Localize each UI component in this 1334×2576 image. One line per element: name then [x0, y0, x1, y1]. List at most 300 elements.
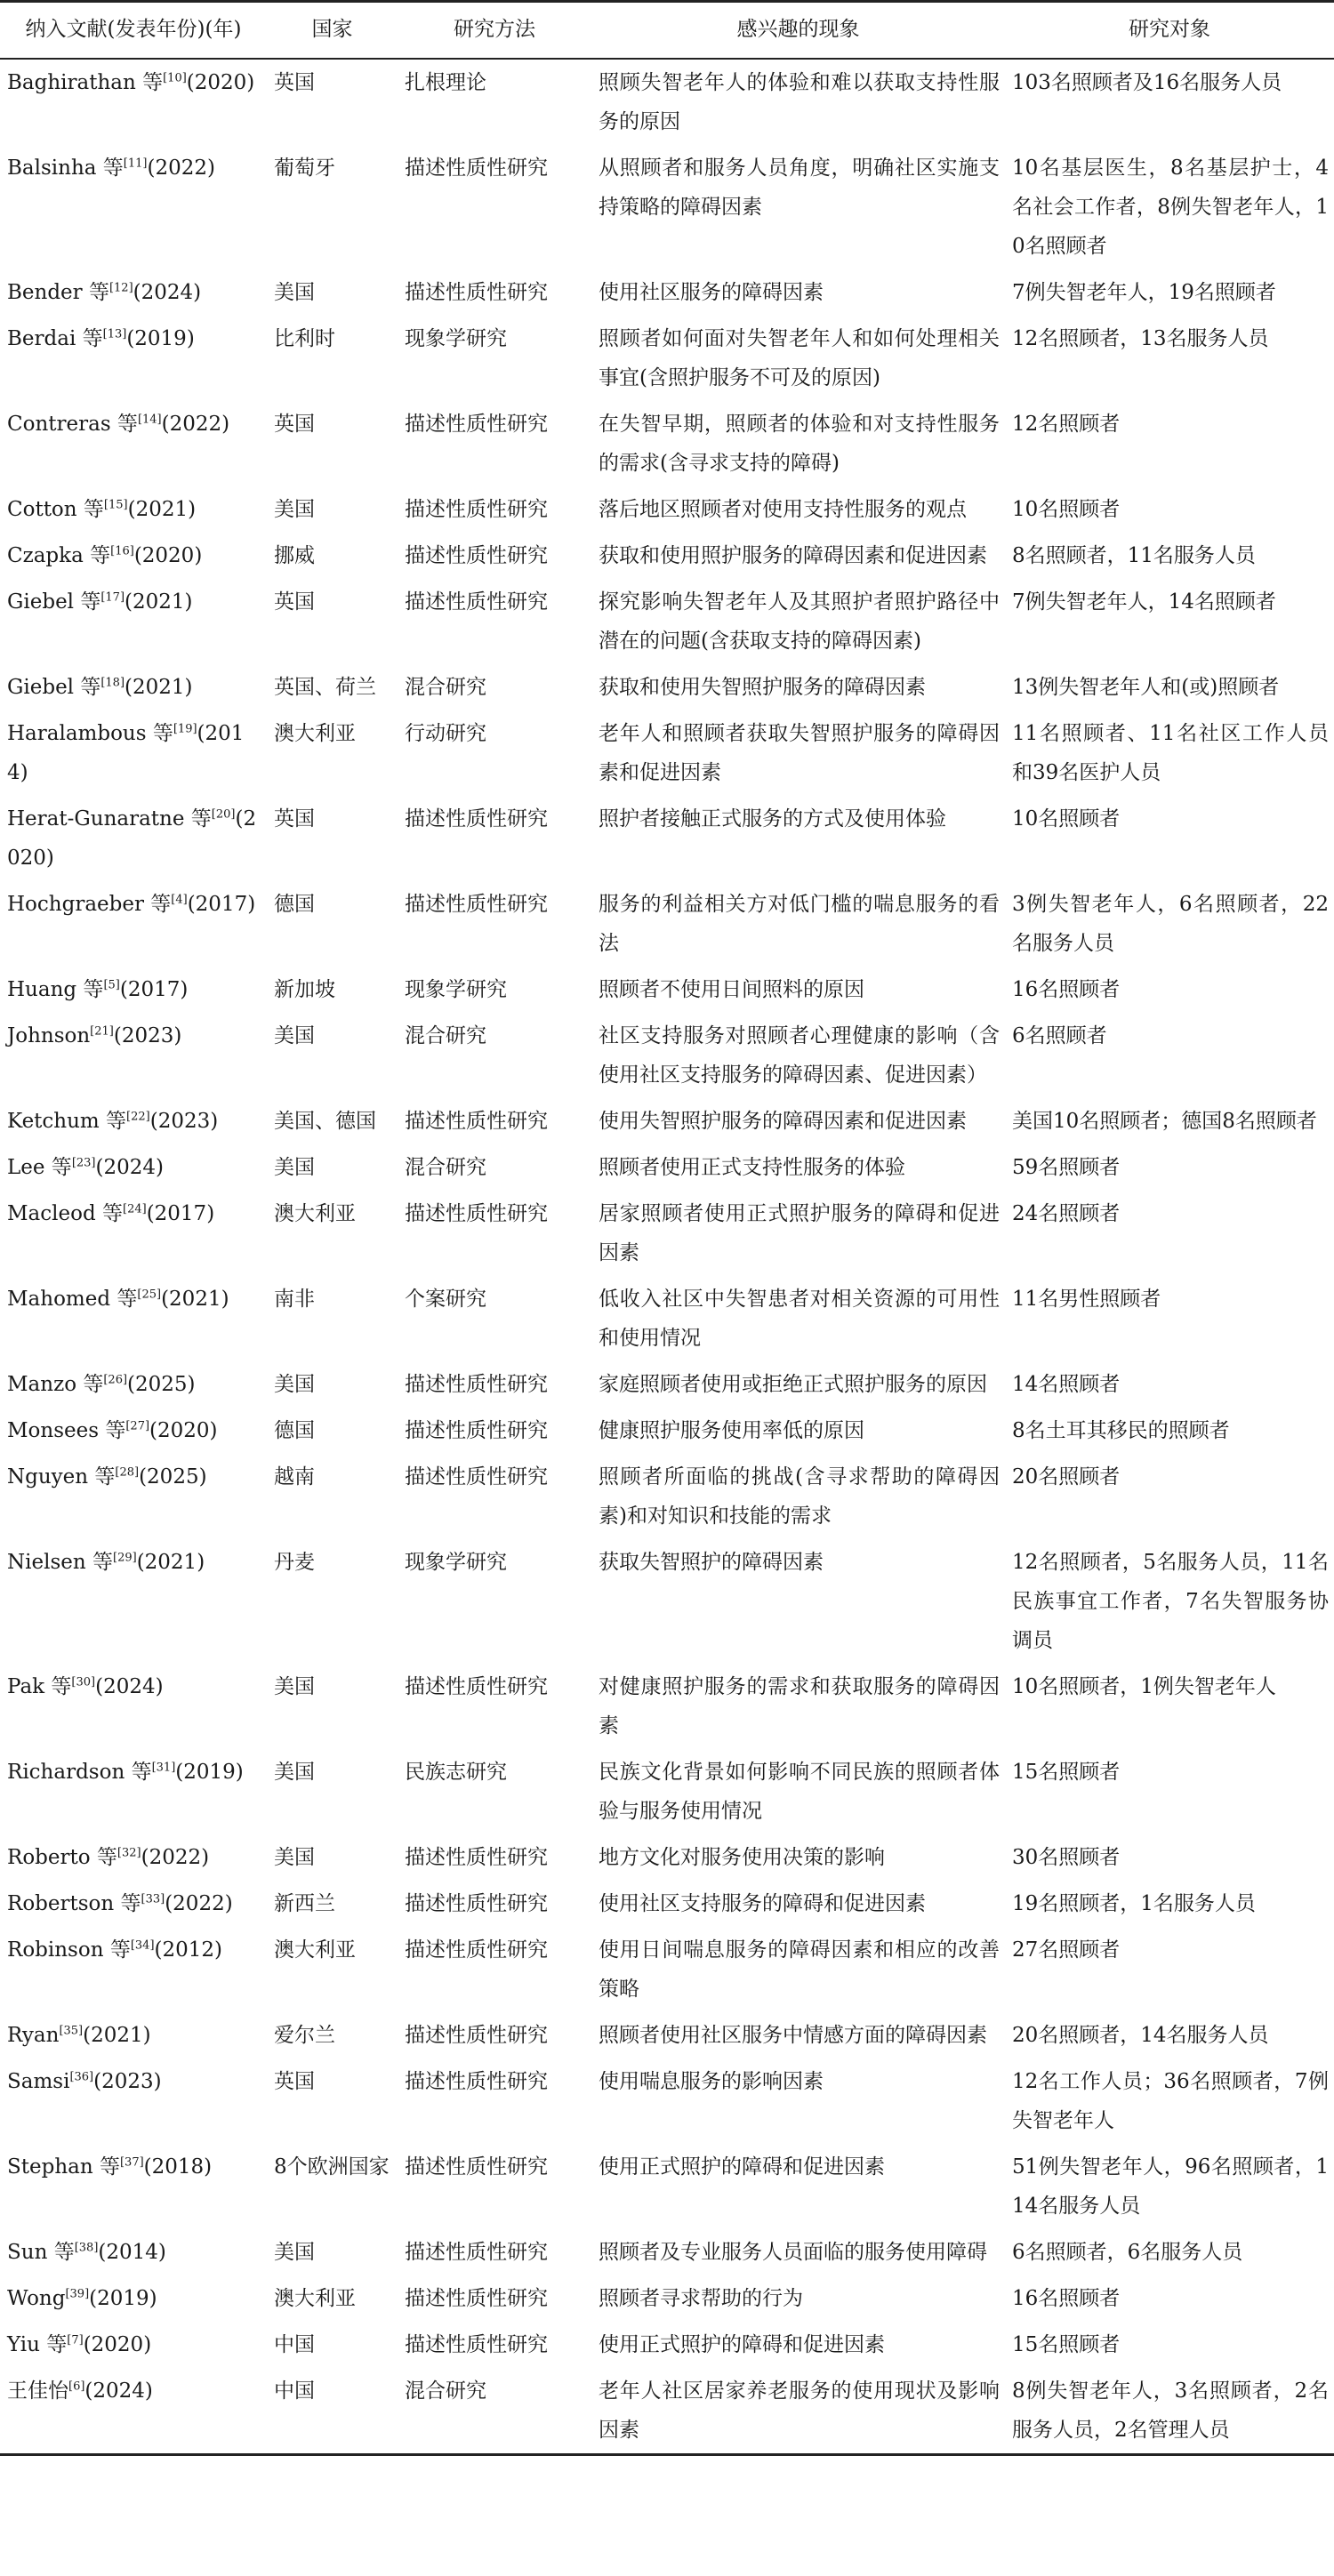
- cell-subjects: 15名照顾者: [1012, 1761, 1121, 1784]
- cell-country: 中国: [267, 2368, 398, 2455]
- cell-country: 美国: [274, 498, 315, 521]
- reference-number: [28]: [115, 1465, 140, 1480]
- cell-literature: [0, 2012, 267, 2058]
- author-name: Czapka 等: [7, 544, 111, 567]
- table-row: [0, 1191, 1334, 1276]
- cell-subjects: 10名照顾者: [1012, 498, 1121, 521]
- cell-subjects: 8例失智老年人，3名照顾者，2名服务人员，2名管理人员: [1005, 2368, 1334, 2455]
- cell-method: 描述性质性研究: [405, 1465, 548, 1489]
- cell-subjects: 3例失智老年人，6名照顾者，22名服务人员: [1012, 893, 1329, 955]
- reference-number: [14]: [137, 413, 162, 427]
- cell-literature: [0, 579, 267, 664]
- cell-country: 英国: [274, 590, 315, 614]
- publication-year: (2023): [113, 1024, 182, 1047]
- table-row: [0, 1454, 1334, 1539]
- cell-method: 描述性质性研究: [405, 893, 548, 916]
- table-row: [0, 401, 1334, 486]
- cell-country: 澳大利亚: [274, 2287, 356, 2310]
- cell-country: 美国: [274, 1024, 315, 1047]
- publication-year: (2022): [165, 1892, 233, 1915]
- publication-year: (2019): [89, 2287, 157, 2310]
- cell-phenomenon: 获取和使用失智照护服务的障碍因素: [599, 676, 926, 699]
- cell-phenomenon: 获取失智照护的障碍因素: [599, 1551, 824, 1574]
- cell-phenomenon: 在失智早期，照顾者的体验和对支持性服务的需求(含寻求支持的障碍): [599, 413, 1000, 475]
- cell-phenomenon: 探究影响失智老年人及其照护者照护路径中潜在的问题(含获取支持的障碍因素): [599, 590, 1000, 653]
- cell-country: 美国: [274, 2241, 315, 2264]
- cell-subjects: 10名照顾者: [1012, 807, 1121, 831]
- cell-literature: [0, 533, 267, 579]
- publication-year: (2021): [161, 1288, 229, 1311]
- publication-year: (2014): [7, 722, 245, 784]
- cell-phenomenon: 使用日间喘息服务的障碍因素和相应的改善策略: [599, 1938, 1000, 2001]
- cell-method: 描述性质性研究: [405, 2155, 548, 2179]
- cell-method: 描述性质性研究: [405, 2333, 548, 2356]
- cell-phenomenon: 从照顾者和服务人员角度，明确社区实施支持策略的障碍因素: [599, 156, 1000, 219]
- cell-country: 德国: [274, 893, 315, 916]
- author-name: Nguyen 等: [7, 1465, 116, 1489]
- header-literature: 纳入文献(发表年份)(年): [0, 2, 267, 60]
- cell-literature: [0, 1749, 267, 1834]
- reference-number: [36]: [69, 2070, 94, 2084]
- author-name: Baghirathan 等: [7, 71, 164, 94]
- cell-method: 混合研究: [398, 2368, 591, 2455]
- author-name: Huang 等: [7, 978, 104, 1001]
- table-row: [0, 664, 1334, 710]
- cell-phenomenon: 使用失智照护服务的障碍因素和促进因素: [599, 1110, 967, 1133]
- cell-country: 德国: [274, 1419, 315, 1442]
- cell-method: 混合研究: [405, 1156, 486, 1179]
- cell-method: 描述性质性研究: [405, 1419, 548, 1442]
- table-row: [0, 59, 1334, 145]
- cell-phenomenon: 使用社区支持服务的障碍和促进因素: [599, 1892, 926, 1915]
- reference-number: [20]: [211, 807, 236, 822]
- cell-country: 美国、德国: [274, 1110, 376, 1133]
- cell-country: 英国: [274, 807, 315, 831]
- cell-literature: [0, 316, 267, 401]
- table-row: [0, 1834, 1334, 1881]
- reference-number: [13]: [102, 327, 127, 341]
- reference-number: [18]: [100, 676, 125, 690]
- author-name: Haralambous 等: [7, 722, 173, 745]
- reference-number: [22]: [126, 1110, 150, 1124]
- table-row: [0, 579, 1334, 664]
- publication-year: (2025): [127, 1373, 196, 1396]
- cell-phenomenon: 照顾者如何面对失智老年人和如何处理相关事宜(含照护服务不可及的原因): [599, 327, 1000, 389]
- table-row: [0, 2368, 1334, 2455]
- author-name: Wong: [7, 2287, 66, 2310]
- table-row: [0, 2229, 1334, 2275]
- cell-subjects: 14名照顾者: [1012, 1373, 1121, 1396]
- cell-subjects: 12名照顾者，13名服务人员: [1012, 327, 1269, 350]
- cell-country: 美国: [274, 1156, 315, 1179]
- cell-literature: [0, 1927, 267, 2012]
- cell-method: 描述性质性研究: [405, 544, 548, 567]
- cell-subjects: 13例失智老年人和(或)照顾者: [1012, 676, 1280, 699]
- author-name: Berdai 等: [7, 327, 103, 350]
- cell-literature: [0, 1881, 267, 1927]
- cell-method: 个案研究: [405, 1288, 486, 1311]
- publication-year: (2020): [186, 71, 255, 94]
- reference-number: [25]: [137, 1288, 162, 1302]
- header-country: 国家: [267, 2, 398, 60]
- author-name: Samsi: [7, 2070, 70, 2093]
- cell-method: 现象学研究: [405, 327, 507, 350]
- table-row: [0, 2275, 1334, 2322]
- author-name: Hochgraeber 等: [7, 893, 172, 916]
- publication-year: (2021): [136, 1551, 205, 1574]
- table-row: [0, 1408, 1334, 1454]
- table-row: [0, 1276, 1334, 1361]
- author-name: Herat-Gunaratne 等: [7, 807, 212, 831]
- header-method: 研究方法: [398, 2, 591, 60]
- publication-year: (2019): [175, 1761, 244, 1784]
- author-name: Ketchum 等: [7, 1110, 127, 1133]
- cell-method: 现象学研究: [405, 1551, 507, 1574]
- header-row: [0, 2, 1334, 60]
- reference-number: [11]: [123, 156, 148, 171]
- cell-subjects: 19名照顾者，1名服务人员: [1012, 1892, 1256, 1915]
- table-row: [0, 1749, 1334, 1834]
- cell-literature: [0, 1408, 267, 1454]
- reference-number: [27]: [125, 1419, 150, 1433]
- reference-number: [5]: [103, 978, 120, 992]
- cell-country: 美国: [274, 1761, 315, 1784]
- reference-number: [7]: [67, 2333, 84, 2347]
- cell-method: 混合研究: [405, 676, 486, 699]
- cell-subjects: 15名照顾者: [1012, 2333, 1121, 2356]
- cell-phenomenon: 照顾者不使用日间照料的原因: [599, 978, 864, 1001]
- reference-number: [35]: [59, 2024, 84, 2038]
- reference-number: [33]: [141, 1892, 165, 1906]
- cell-phenomenon: 照顾者使用正式支持性服务的体验: [599, 1156, 905, 1179]
- cell-literature: [0, 2322, 267, 2368]
- cell-country: 新西兰: [274, 1892, 335, 1915]
- cell-phenomenon: 健康照护服务使用率低的原因: [599, 1419, 864, 1442]
- header-subjects: 研究对象: [1005, 2, 1334, 60]
- author-name: Robertson 等: [7, 1892, 141, 1915]
- cell-subjects: 12名工作人员；36名照顾者，7例失智老年人: [1012, 2070, 1329, 2132]
- cell-phenomenon: 社区支持服务对照顾者心理健康的影响（含使用社区支持服务的障碍因素、促进因素）: [599, 1024, 1000, 1087]
- cell-method: 描述性质性研究: [405, 413, 548, 436]
- cell-country: 英国: [274, 2070, 315, 2093]
- cell-literature: [0, 401, 267, 486]
- cell-country: 美国: [274, 1846, 315, 1869]
- cell-literature: [0, 2058, 267, 2144]
- cell-phenomenon: 低收入社区中失智患者对相关资源的可用性和使用情况: [599, 1288, 1000, 1350]
- reference-number: [12]: [108, 281, 133, 295]
- author-name: Giebel 等: [7, 590, 101, 614]
- cell-method: 描述性质性研究: [405, 1938, 548, 1962]
- reference-number: [23]: [71, 1156, 96, 1170]
- cell-method: 描述性质性研究: [405, 2024, 548, 2047]
- cell-subjects: 51例失智老年人，96名照顾者，114名服务人员: [1012, 2155, 1329, 2218]
- table-row: [0, 1539, 1334, 1664]
- cell-subjects: 27名照顾者: [1012, 1938, 1121, 1962]
- cell-literature: [0, 967, 267, 1013]
- author-name: Cotton 等: [7, 498, 104, 521]
- author-name: Robinson 等: [7, 1938, 131, 1962]
- publication-year: (2025): [139, 1465, 207, 1489]
- author-name: Balsinha 等: [7, 156, 124, 180]
- cell-method: 民族志研究: [405, 1761, 507, 1784]
- cell-phenomenon: 照顾者寻求帮助的行为: [599, 2287, 803, 2310]
- publication-year: (2023): [93, 2070, 162, 2093]
- cell-country: 挪威: [274, 544, 315, 567]
- cell-subjects: 美国10名照顾者；德国8名照顾者: [1012, 1110, 1317, 1133]
- cell-phenomenon: 使用正式照护的障碍和促进因素: [599, 2155, 885, 2179]
- cell-literature: [0, 1834, 267, 1881]
- cell-method: 描述性质性研究: [405, 281, 548, 304]
- publication-year: (2014): [98, 2241, 166, 2264]
- cell-subjects: 20名照顾者: [1012, 1465, 1121, 1489]
- publication-year: (2024): [95, 1675, 164, 1698]
- cell-literature: [0, 796, 267, 881]
- author-name: Bender 等: [7, 281, 109, 304]
- cell-country: 澳大利亚: [274, 1202, 356, 1225]
- cell-phenomenon: 老年人社区居家养老服务的使用现状及影响因素: [591, 2368, 1005, 2455]
- cell-subjects: 11名男性照顾者: [1012, 1288, 1161, 1311]
- cell-method: 描述性质性研究: [405, 498, 548, 521]
- cell-literature: [0, 486, 267, 533]
- cell-phenomenon: 地方文化对服务使用决策的影响: [599, 1846, 885, 1869]
- reference-number: [4]: [171, 893, 188, 907]
- cell-method: 描述性质性研究: [405, 2287, 548, 2310]
- table-row: [0, 967, 1334, 1013]
- cell-literature: [0, 59, 267, 145]
- cell-literature: [0, 664, 267, 710]
- cell-method: 描述性质性研究: [405, 2241, 548, 2264]
- cell-literature: [0, 1144, 267, 1191]
- cell-phenomenon: 民族文化背景如何影响不同民族的照顾者体验与服务使用情况: [599, 1761, 1000, 1823]
- publication-year: (2021): [83, 2024, 151, 2047]
- cell-literature: [0, 2275, 267, 2322]
- author-name: Roberto 等: [7, 1846, 117, 1869]
- cell-method: 描述性质性研究: [405, 1202, 548, 1225]
- table-row: [0, 881, 1334, 967]
- cell-phenomenon: 获取和使用照护服务的障碍因素和促进因素: [599, 544, 987, 567]
- cell-subjects: 8名照顾者，11名服务人员: [1012, 544, 1256, 567]
- publication-year: (2012): [154, 1938, 223, 1962]
- cell-subjects: 16名照顾者: [1012, 2287, 1121, 2310]
- cell-subjects: 12名照顾者，5名服务人员，11名民族事宜工作者，7名失智服务协调员: [1012, 1551, 1329, 1652]
- publication-year: (2017): [187, 893, 256, 916]
- publication-year: (2020): [149, 1419, 218, 1442]
- cell-phenomenon: 居家照顾者使用正式照护服务的障碍和促进因素: [599, 1202, 1000, 1264]
- cell-phenomenon: 照顾者及专业服务人员面临的服务使用障碍: [599, 2241, 987, 2264]
- table-row: [0, 1098, 1334, 1144]
- cell-subjects: 30名照顾者: [1012, 1846, 1121, 1869]
- publication-year: (2018): [143, 2155, 213, 2179]
- cell-country: 英国: [274, 413, 315, 436]
- publication-year: (2023): [149, 1110, 219, 1133]
- cell-literature: [0, 2368, 267, 2455]
- cell-subjects: 7例失智老年人，14名照顾者: [1012, 590, 1276, 614]
- cell-method: 描述性质性研究: [405, 590, 548, 614]
- cell-subjects: 6名照顾者，6名服务人员: [1012, 2241, 1243, 2264]
- publication-year: (2021): [125, 676, 193, 699]
- cell-literature: [0, 1454, 267, 1539]
- cell-subjects: 10名基层医生，8名基层护士，4名社会工作者，8例失智老年人，10名照顾者: [1012, 156, 1329, 258]
- cell-method: 扎根理论: [405, 71, 486, 94]
- cell-country: 美国: [274, 1373, 315, 1396]
- table-row: [0, 269, 1334, 316]
- cell-literature: [0, 2144, 267, 2229]
- table-row: [0, 2012, 1334, 2058]
- reference-number: [29]: [113, 1551, 137, 1565]
- cell-method: 描述性质性研究: [405, 2070, 548, 2093]
- cell-country: 比利时: [274, 327, 335, 350]
- author-name: 王佳怡: [7, 2379, 68, 2403]
- author-name: Ryan: [7, 2024, 60, 2047]
- cell-phenomenon: 照顾失智老年人的体验和难以获取支持性服务的原因: [599, 71, 1000, 133]
- cell-method: 描述性质性研究: [405, 1892, 548, 1915]
- cell-subjects: 103名照顾者及16名服务人员: [1012, 71, 1282, 94]
- cell-subjects: 20名照顾者，14名服务人员: [1012, 2024, 1269, 2047]
- cell-literature: [0, 1191, 267, 1276]
- header-phenomenon: 感兴趣的现象: [591, 2, 1005, 60]
- author-name: Macleod 等: [7, 1202, 123, 1225]
- reference-number: [39]: [65, 2287, 90, 2301]
- cell-country: 爱尔兰: [274, 2024, 335, 2047]
- publication-year: (2019): [126, 327, 195, 350]
- cell-literature: [0, 881, 267, 967]
- table-row: [0, 316, 1334, 401]
- author-name: Mahomed 等: [7, 1288, 138, 1311]
- reference-number: [21]: [90, 1024, 114, 1039]
- reference-number: [17]: [100, 590, 125, 605]
- publication-year: (2020): [7, 807, 257, 870]
- publication-year: (2017): [146, 1202, 215, 1225]
- table-row: [0, 2144, 1334, 2229]
- publication-year: (2022): [147, 156, 215, 180]
- publication-year: (2024): [133, 281, 202, 304]
- cell-phenomenon: 使用喘息服务的影响因素: [599, 2070, 824, 2093]
- table-row: [0, 1013, 1334, 1098]
- cell-literature: [0, 1361, 267, 1408]
- publication-year: (2024): [84, 2379, 153, 2403]
- cell-subjects: 12名照顾者: [1012, 413, 1121, 436]
- cell-country: 英国、荷兰: [274, 676, 376, 699]
- cell-phenomenon: 使用正式照护的障碍和促进因素: [599, 2333, 885, 2356]
- publication-year: (2024): [95, 1156, 164, 1179]
- cell-subjects: 8名土耳其移民的照顾者: [1012, 1419, 1230, 1442]
- author-name: Manzo 等: [7, 1373, 104, 1396]
- reference-number: [34]: [130, 1938, 155, 1953]
- table-row: [0, 796, 1334, 881]
- cell-country: 中国: [274, 2333, 315, 2356]
- cell-phenomenon: 家庭照顾者使用或拒绝正式照护服务的原因: [599, 1373, 987, 1396]
- cell-method: 描述性质性研究: [405, 1110, 548, 1133]
- cell-country: 越南: [274, 1465, 315, 1489]
- reference-number: [32]: [117, 1846, 141, 1860]
- reference-number: [37]: [119, 2155, 144, 2170]
- author-name: Richardson 等: [7, 1761, 152, 1784]
- cell-literature: [0, 2229, 267, 2275]
- cell-subjects: 7例失智老年人，19名照顾者: [1012, 281, 1276, 304]
- cell-subjects: 6名照顾者: [1012, 1024, 1107, 1047]
- cell-method: 描述性质性研究: [405, 1846, 548, 1869]
- cell-subjects: 11名照顾者、11名社区工作人员和39名医护人员: [1012, 722, 1329, 784]
- table-row: [0, 1664, 1334, 1749]
- reference-number: [24]: [123, 1202, 147, 1216]
- table-row: [0, 1144, 1334, 1191]
- cell-country: 8个欧洲国家: [274, 2155, 390, 2179]
- reference-number: [15]: [103, 498, 128, 512]
- table-row: [0, 145, 1334, 269]
- author-name: Pak 等: [7, 1675, 72, 1698]
- publication-year: (2020): [83, 2333, 152, 2356]
- cell-literature: [0, 1276, 267, 1361]
- cell-literature: [0, 1539, 267, 1664]
- cell-phenomenon: 照护者接触正式服务的方式及使用体验: [599, 807, 946, 831]
- publication-year: (2021): [125, 590, 193, 614]
- cell-literature: [0, 269, 267, 316]
- table-row: [0, 1881, 1334, 1927]
- author-name: Contreras 等: [7, 413, 138, 436]
- cell-literature: [0, 145, 267, 269]
- cell-phenomenon: 老年人和照顾者获取失智照护服务的障碍因素和促进因素: [599, 722, 1000, 784]
- author-name: Yiu 等: [7, 2333, 68, 2356]
- cell-country: 美国: [274, 281, 315, 304]
- reference-number: [31]: [151, 1761, 176, 1775]
- author-name: Nielsen 等: [7, 1551, 113, 1574]
- cell-subjects: 59名照顾者: [1012, 1156, 1121, 1179]
- reference-number: [30]: [71, 1675, 96, 1689]
- table-row: [0, 710, 1334, 796]
- reference-number: [10]: [163, 71, 187, 85]
- cell-country: 葡萄牙: [274, 156, 335, 180]
- cell-method: 描述性质性研究: [405, 1373, 548, 1396]
- cell-method: 描述性质性研究: [405, 1675, 548, 1698]
- reference-number: [6]: [68, 2379, 85, 2394]
- publication-year: (2021): [127, 498, 197, 521]
- cell-country: 澳大利亚: [274, 1938, 356, 1962]
- table-row: [0, 2058, 1334, 2144]
- cell-subjects: 24名照顾者: [1012, 1202, 1121, 1225]
- cell-literature: [0, 1013, 267, 1098]
- publication-year: (2017): [119, 978, 189, 1001]
- cell-literature: [0, 710, 267, 796]
- publication-year: (2022): [161, 413, 230, 436]
- cell-country: 丹麦: [274, 1551, 315, 1574]
- table-row: [0, 1361, 1334, 1408]
- cell-country: 澳大利亚: [274, 722, 356, 745]
- cell-subjects: 16名照顾者: [1012, 978, 1121, 1001]
- cell-phenomenon: 照顾者使用社区服务中情感方面的障碍因素: [599, 2024, 987, 2047]
- reference-number: [16]: [110, 544, 134, 558]
- table-row: [0, 1927, 1334, 2012]
- cell-country: 英国: [274, 71, 315, 94]
- cell-method: 混合研究: [405, 1024, 486, 1047]
- cell-subjects: 10名照顾者，1例失智老年人: [1012, 1675, 1276, 1698]
- reference-number: [26]: [103, 1373, 128, 1387]
- table-row: [0, 486, 1334, 533]
- cell-phenomenon: 照顾者所面临的挑战(含寻求帮助的障碍因素)和对知识和技能的需求: [599, 1465, 1000, 1528]
- table-row: [0, 533, 1334, 579]
- table-row: [0, 2322, 1334, 2368]
- reference-number: [38]: [74, 2241, 99, 2255]
- author-name: Lee 等: [7, 1156, 72, 1179]
- publication-year: (2022): [141, 1846, 210, 1869]
- author-name: Stephan 等: [7, 2155, 120, 2179]
- cell-phenomenon: 服务的利益相关方对低门槛的喘息服务的看法: [599, 893, 1000, 955]
- cell-country: 南非: [274, 1288, 315, 1311]
- cell-literature: [0, 1664, 267, 1749]
- publication-year: (2020): [133, 544, 203, 567]
- author-name: Sun 等: [7, 2241, 75, 2264]
- author-name: Johnson: [7, 1024, 91, 1047]
- author-name: Giebel 等: [7, 676, 101, 699]
